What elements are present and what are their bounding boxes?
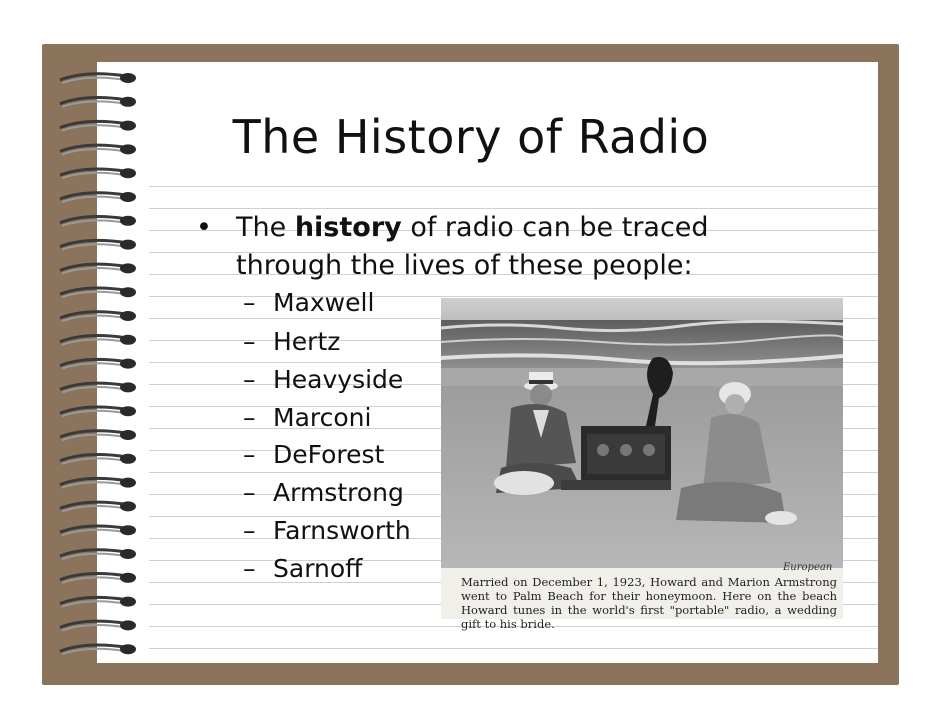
person-name: Heavyside <box>273 365 404 394</box>
ruled-line <box>149 208 878 209</box>
spiral-hole <box>120 240 136 250</box>
spiral-coil-highlight <box>62 577 126 582</box>
person-name: Farnsworth <box>273 516 411 545</box>
list-item <box>243 288 374 317</box>
spiral-hole <box>120 311 136 321</box>
spiral-hole <box>120 573 136 583</box>
spiral-coil-highlight <box>62 435 126 440</box>
spiral-hole <box>120 406 136 416</box>
dash-icon: – <box>243 516 256 545</box>
spiral-hole <box>120 478 136 488</box>
slide-title: The History of Radio <box>232 110 710 164</box>
spiral-coil-highlight <box>62 244 126 249</box>
person-name: Hertz <box>273 327 341 356</box>
spiral-hole <box>120 287 136 297</box>
spiral-hole <box>120 192 136 202</box>
spiral-coil-highlight <box>62 316 126 321</box>
spiral-coil-highlight <box>62 387 126 392</box>
spiral-hole <box>120 454 136 464</box>
dash-icon: – <box>243 554 256 583</box>
spiral-coil-highlight <box>62 625 126 630</box>
spiral-coil-highlight <box>62 601 126 606</box>
spiral-coil-highlight <box>62 649 126 654</box>
bullet-text-pre: The <box>236 212 295 243</box>
spiral-coil-highlight <box>62 554 126 559</box>
person-name: Marconi <box>273 403 372 432</box>
spiral-coil-highlight <box>62 339 126 344</box>
spiral-hole <box>120 97 136 107</box>
list-item <box>243 403 371 432</box>
spiral-hole <box>120 430 136 440</box>
spiral-coil-highlight <box>62 411 126 416</box>
dash-icon: – <box>243 327 256 356</box>
spiral-coil-highlight <box>62 78 126 83</box>
bullet-text-line-2: through the lives of these people: <box>236 250 693 281</box>
spiral-coil-highlight <box>62 458 126 463</box>
spiral-hole <box>120 525 136 535</box>
spiral-coil-highlight <box>62 292 126 297</box>
list-item <box>243 516 411 545</box>
list-item <box>243 478 404 507</box>
person-name: Maxwell <box>273 288 375 317</box>
bullet-icon: • <box>196 212 212 243</box>
dash-icon: – <box>243 365 256 394</box>
spiral-coil-highlight <box>62 530 126 535</box>
bullet-text-line-1 <box>236 212 709 243</box>
spiral-hole <box>120 501 136 511</box>
list-item <box>243 327 340 356</box>
spiral-hole <box>120 73 136 83</box>
spiral-coil-highlight <box>62 482 126 487</box>
list-item <box>243 440 384 469</box>
spiral-coil-highlight <box>62 268 126 273</box>
ruled-line <box>149 186 878 187</box>
person-name: Armstrong <box>273 478 404 507</box>
spiral-hole <box>120 263 136 273</box>
spiral-hole <box>120 335 136 345</box>
spiral-coil-highlight <box>62 363 126 368</box>
dash-icon: – <box>243 288 256 317</box>
photo-credit: European <box>783 562 833 573</box>
dash-icon: – <box>243 478 256 507</box>
ruled-line <box>149 648 878 649</box>
photo-caption: Married on December 1, 1923, Howard and Marion Armstrong went to Palm Beach for their honeymoon. Here on the beach Howard tunes in the world's first "portable" radio, a wedding gift to his bride. <box>461 575 837 631</box>
spiral-hole <box>120 382 136 392</box>
dash-icon: – <box>243 440 256 469</box>
bullet-text-post: of radio can be traced <box>401 212 709 243</box>
person-name: DeForest <box>273 440 385 469</box>
spiral-hole <box>120 359 136 369</box>
person-name: Sarnoff <box>273 554 363 583</box>
spiral-hole <box>120 644 136 654</box>
bullet-text-bold: history <box>294 212 402 243</box>
list-item <box>243 554 362 583</box>
spiral-hole <box>120 168 136 178</box>
spiral-coil-highlight <box>62 173 126 178</box>
list-item <box>243 365 403 394</box>
spiral-coil-highlight <box>62 197 126 202</box>
spiral-hole <box>120 216 136 226</box>
spiral-coil-highlight <box>62 101 126 106</box>
spiral-hole <box>120 620 136 630</box>
spiral-coil-highlight <box>62 506 126 511</box>
spiral-hole <box>120 597 136 607</box>
spiral-hole <box>120 549 136 559</box>
dash-icon: – <box>243 403 256 432</box>
spiral-coil-highlight <box>62 220 126 225</box>
